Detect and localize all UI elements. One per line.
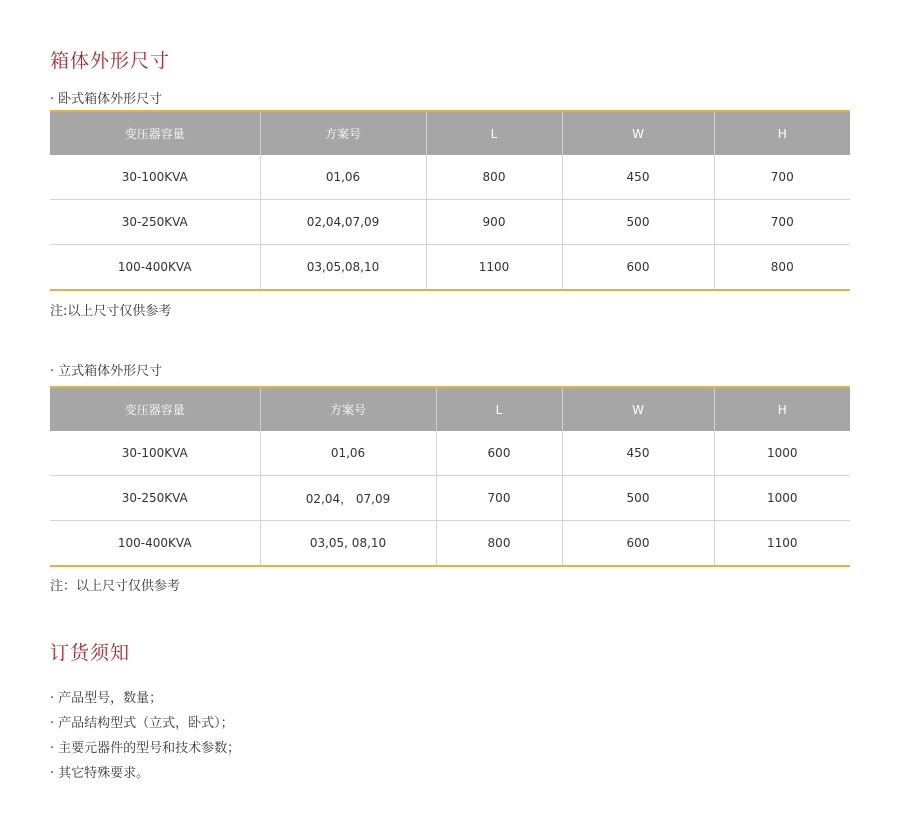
cell-capacity: 100-400KVA — [50, 245, 260, 291]
bullet-dot: · — [50, 766, 55, 781]
bullet-dot: · — [50, 716, 55, 731]
header-scheme: 方案号 — [260, 387, 436, 431]
cell-w: 500 — [562, 476, 714, 521]
header-l: L — [426, 111, 562, 155]
cell-l: 800 — [426, 155, 562, 200]
cell-scheme: 01,06 — [260, 155, 426, 200]
header-l: L — [436, 387, 562, 431]
horizontal-box-subtitle-text: 卧式箱体外形尺寸 — [58, 92, 163, 107]
horizontal-box-subtitle — [50, 88, 162, 107]
cell-w: 600 — [562, 521, 714, 567]
cell-l: 600 — [436, 431, 562, 476]
cell-l: 900 — [426, 200, 562, 245]
cell-capacity: 30-250KVA — [50, 200, 260, 245]
bullet-dot: · — [50, 92, 55, 107]
table-row — [50, 155, 850, 200]
cell-h: 1100 — [714, 521, 850, 567]
bullet-dot: · — [50, 691, 55, 706]
horizontal-dimensions-table — [50, 110, 850, 291]
list-item — [50, 686, 240, 711]
table-row — [50, 431, 850, 476]
header-w: W — [562, 387, 714, 431]
cell-w: 450 — [562, 431, 714, 476]
cell-w: 500 — [562, 200, 714, 245]
horizontal-note: 注:以上尺寸仅供参考 — [50, 304, 172, 319]
section-title-dimensions: 箱体外形尺寸 — [50, 50, 171, 72]
vertical-dimensions-table — [50, 386, 850, 567]
list-item-text: 产品型号，数量； — [58, 691, 163, 706]
cell-capacity: 30-250KVA — [50, 476, 260, 521]
table-row — [50, 476, 850, 521]
list-item-text: 其它特殊要求。 — [58, 766, 150, 781]
list-item-text: 主要元器件的型号和技术参数； — [58, 741, 241, 756]
cell-w: 450 — [562, 155, 714, 200]
vertical-box-subtitle-text: 立式箱体外形尺寸 — [58, 364, 163, 379]
list-item — [50, 761, 240, 786]
ordering-list — [50, 686, 240, 786]
cell-l: 1100 — [426, 245, 562, 291]
list-item — [50, 711, 240, 736]
cell-capacity: 100-400KVA — [50, 521, 260, 567]
cell-capacity: 30-100KVA — [50, 155, 260, 200]
header-capacity: 变压器容量 — [50, 387, 260, 431]
bullet-dot: · — [50, 364, 55, 379]
table-row — [50, 245, 850, 291]
cell-scheme: 01,06 — [260, 431, 436, 476]
vertical-box-subtitle — [50, 360, 162, 379]
list-item-text: 产品结构型式（立式，卧式）； — [58, 716, 234, 731]
cell-l: 800 — [436, 521, 562, 567]
table-row — [50, 200, 850, 245]
bullet-dot: · — [50, 741, 55, 756]
cell-h: 800 — [714, 245, 850, 291]
table-header-row — [50, 111, 850, 155]
table-header-row — [50, 387, 850, 431]
cell-scheme: 02,04， 07,09 — [260, 476, 436, 521]
cell-scheme: 03,05, 08,10 — [260, 521, 436, 567]
cell-h: 1000 — [714, 476, 850, 521]
cell-h: 700 — [714, 155, 850, 200]
header-scheme: 方案号 — [260, 111, 426, 155]
cell-h: 1000 — [714, 431, 850, 476]
header-h: H — [714, 111, 850, 155]
header-capacity: 变压器容量 — [50, 111, 260, 155]
cell-h: 700 — [714, 200, 850, 245]
list-item — [50, 736, 240, 761]
vertical-note: 注：以上尺寸仅供参考 — [50, 579, 181, 594]
section-title-ordering: 订货须知 — [50, 642, 131, 664]
cell-w: 600 — [562, 245, 714, 291]
table-row — [50, 521, 850, 567]
header-h: H — [714, 387, 850, 431]
header-w: W — [562, 111, 714, 155]
cell-scheme: 03,05,08,10 — [260, 245, 426, 291]
cell-capacity: 30-100KVA — [50, 431, 260, 476]
cell-l: 700 — [436, 476, 562, 521]
cell-scheme: 02,04,07,09 — [260, 200, 426, 245]
